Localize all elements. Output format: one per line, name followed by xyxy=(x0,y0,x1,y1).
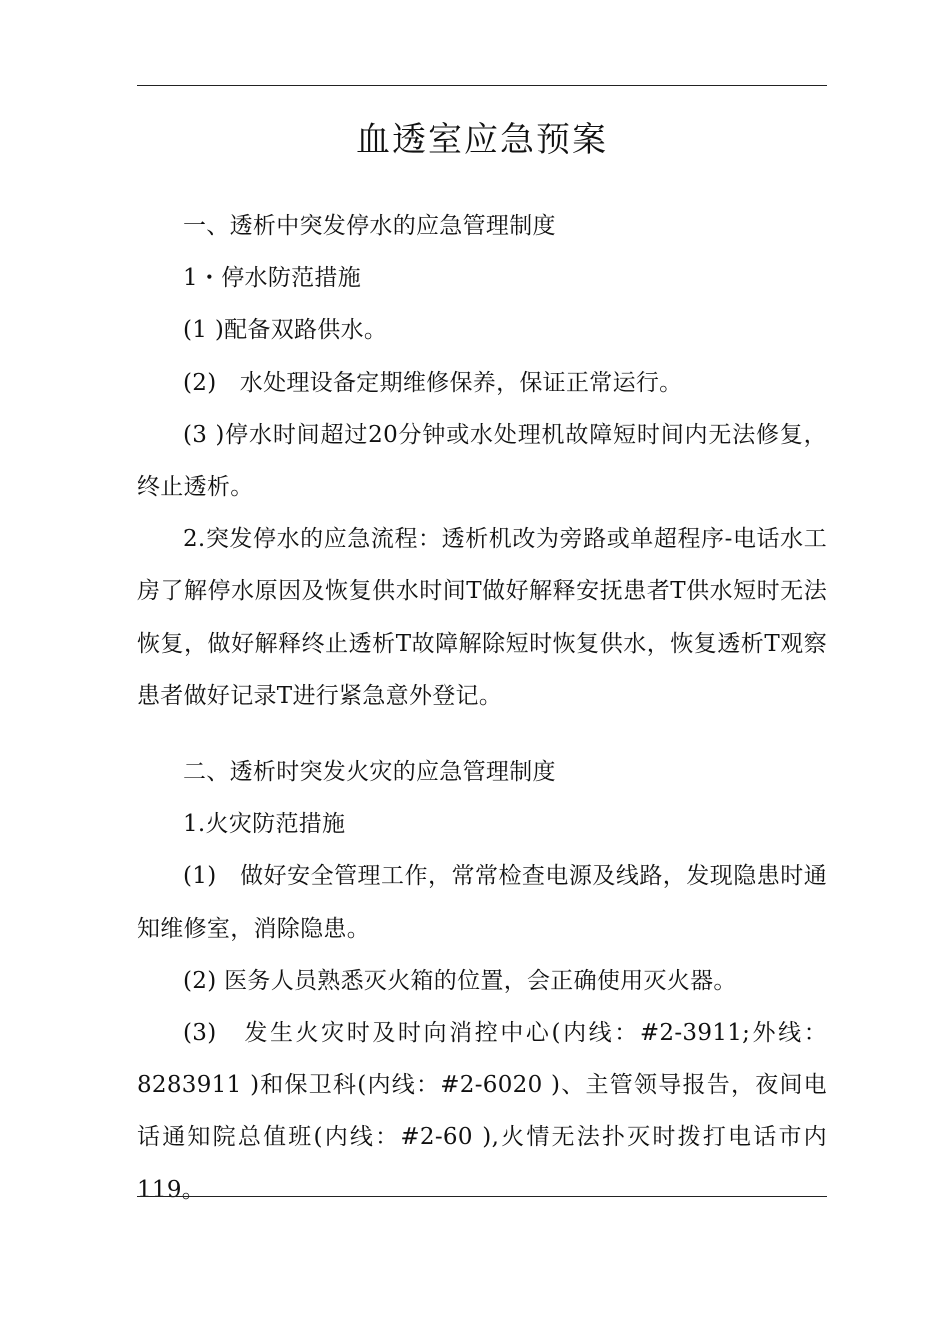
list-item-water-2: (2) 水处理设备定期维修保养，保证正常运行。 xyxy=(183,369,683,396)
water-emergency-procedure: 2.突发停水的应急流程：透析机改为旁路或单超程序-电话水工房了解停水原因及恢复供水时间T做好解释安抚患者T供水短时无法恢复，做好解释终止透析T故障解除短时恢复供水，恢复透析T观察患者做好记录T进行紧急意外登记。 xyxy=(137,526,827,709)
subheading-water-prevention: 1・停水防范措施 xyxy=(183,265,362,292)
subheading-fire-prevention: 1.火灾防范措施 xyxy=(183,811,346,838)
section-heading-water: 一、透析中突发停水的应急管理制度 xyxy=(183,213,556,239)
list-item-fire-3: (3) 发生火灾时及时向消控中心(内线：#2-3911;外线：8283911 )和保卫科(内线：#2-6020 )、主管领导报告，夜间电话通知院总值班(内线：#2-60 ),火情无法扑灭时拨打电话市内119。 xyxy=(137,1020,827,1203)
list-item-water-1: (1 )配备双路供水。 xyxy=(183,317,388,344)
list-item-fire-2: (2) 医务人员熟悉灭火箱的位置，会正确使用灭火器。 xyxy=(183,967,737,994)
list-item-fire-1: (1) 做好安全管理工作，常常检查电源及线路，发现隐患时通知维修室，消除隐患。 xyxy=(137,863,827,942)
section-heading-fire: 二、透析时突发火灾的应急管理制度 xyxy=(183,759,556,786)
page-title: 血透室应急预案 xyxy=(356,120,608,160)
document-body xyxy=(137,200,827,1216)
footer-rule xyxy=(137,1196,827,1197)
list-item-water-3: (3 )停水时间超过20分钟或水处理机故障短时间内无法修复，终止透析。 xyxy=(137,421,827,501)
header-rule xyxy=(137,85,827,86)
